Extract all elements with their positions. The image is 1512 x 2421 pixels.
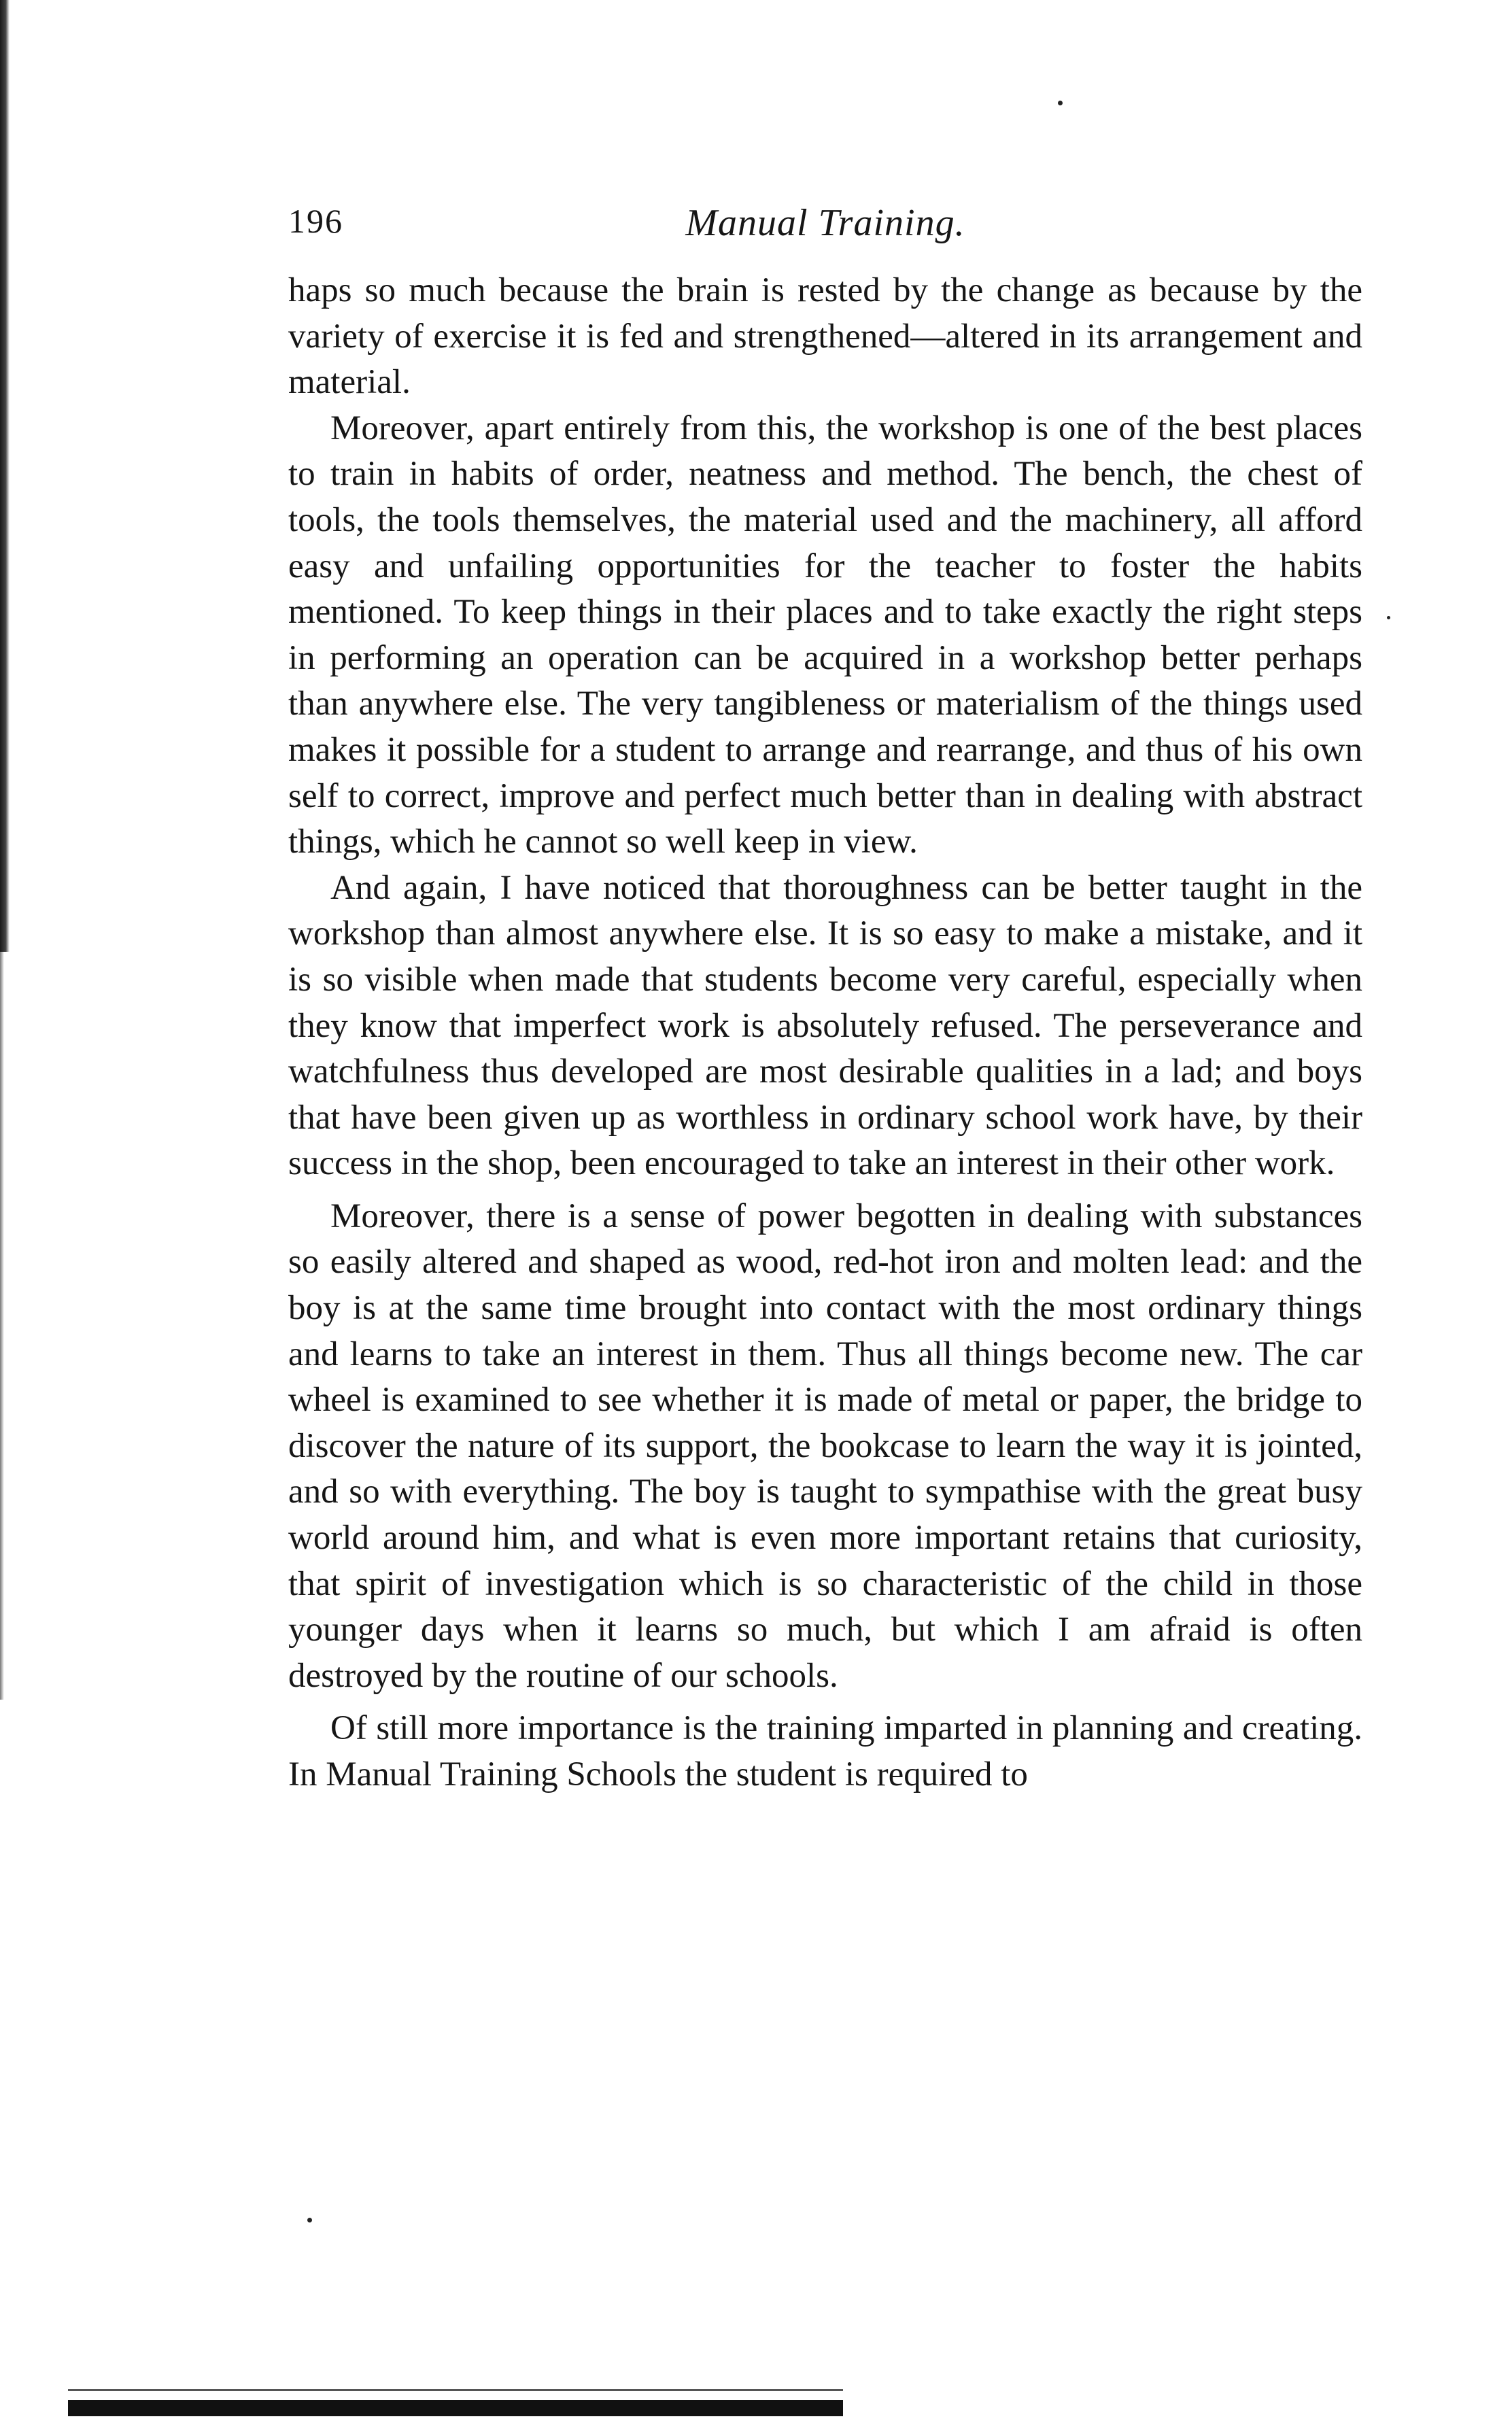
running-title: Manual Training. — [685, 202, 965, 244]
scan-bottom-bar — [68, 2400, 843, 2416]
scan-speck — [307, 2218, 312, 2222]
page-number: 196 — [288, 202, 343, 240]
scan-bottom-line — [68, 2389, 843, 2391]
paragraph: Moreover, there is a sense of power begotten in dealing with substances so easily altered and shaped as wood, red-hot iron and molten lead: and the boy is at the same time brought into contact with the most ordinary things and learns to take an interest in them. Thus all things become new. The car wheel is examined to see whether it is made of metal or paper, the bridge to discover the nature of its support, the bookcase to learn the way it is jointed, and so with everything. The boy is taught to sympathise with the great busy world around him, and what is even more important retains that curiosity, that spirit of investigation which is so characteristic of the child in those younger days when it learns so much, but which I am afraid is often destroyed by the routine of our schools. — [288, 1197, 1362, 1695]
scan-edge-shadow-lower — [0, 952, 4, 1700]
body-text — [288, 268, 1362, 1798]
page-header — [288, 201, 1362, 256]
scan-speck — [1387, 616, 1390, 619]
paragraph-continued: haps so much because the brain is rested by the change as because by the variety of exercise it is fed and strengthened—altered in its arrangement and material. — [288, 271, 1362, 402]
paragraph: Moreover, apart entirely from this, the workshop is one of the best places to train in habits of order, neatness and method. The bench, the chest of tools, the tools themselves, the material used and the machinery, all afford easy and unfailing opportunities for the teacher to foster the habits mentioned. To keep things in their places and to take exactly the right steps in performing an operation can be acquired in a workshop better perhaps than anywhere else. The very tangibleness or materialism of the things used makes it possible for a student to arrange and rearrange, and thus of his own self to correct, improve and perfect much better than in dealing with abstract things, which he cannot so well keep in view. — [288, 409, 1362, 861]
scan-speck — [1058, 101, 1063, 105]
paragraph: And again, I have noticed that thoroughness can be better taught in the workshop than almost anywhere else. It is so easy to make a mistake, and it is so visible when made that students become very careful, especially when they know that imperfect work is absolutely refused. The perseverance and watchfulness thus developed are most desirable qualities in a lad; and boys that have been given up as worthless in ordinary school work have, by their success in the shop, been encouraged to take an interest in their other work. — [288, 868, 1362, 1183]
paragraph: Of still more importance is the training imparted in planning and creating. In Manual Training Schools the student is required to — [288, 1709, 1362, 1793]
scan-edge-shadow — [0, 0, 10, 952]
